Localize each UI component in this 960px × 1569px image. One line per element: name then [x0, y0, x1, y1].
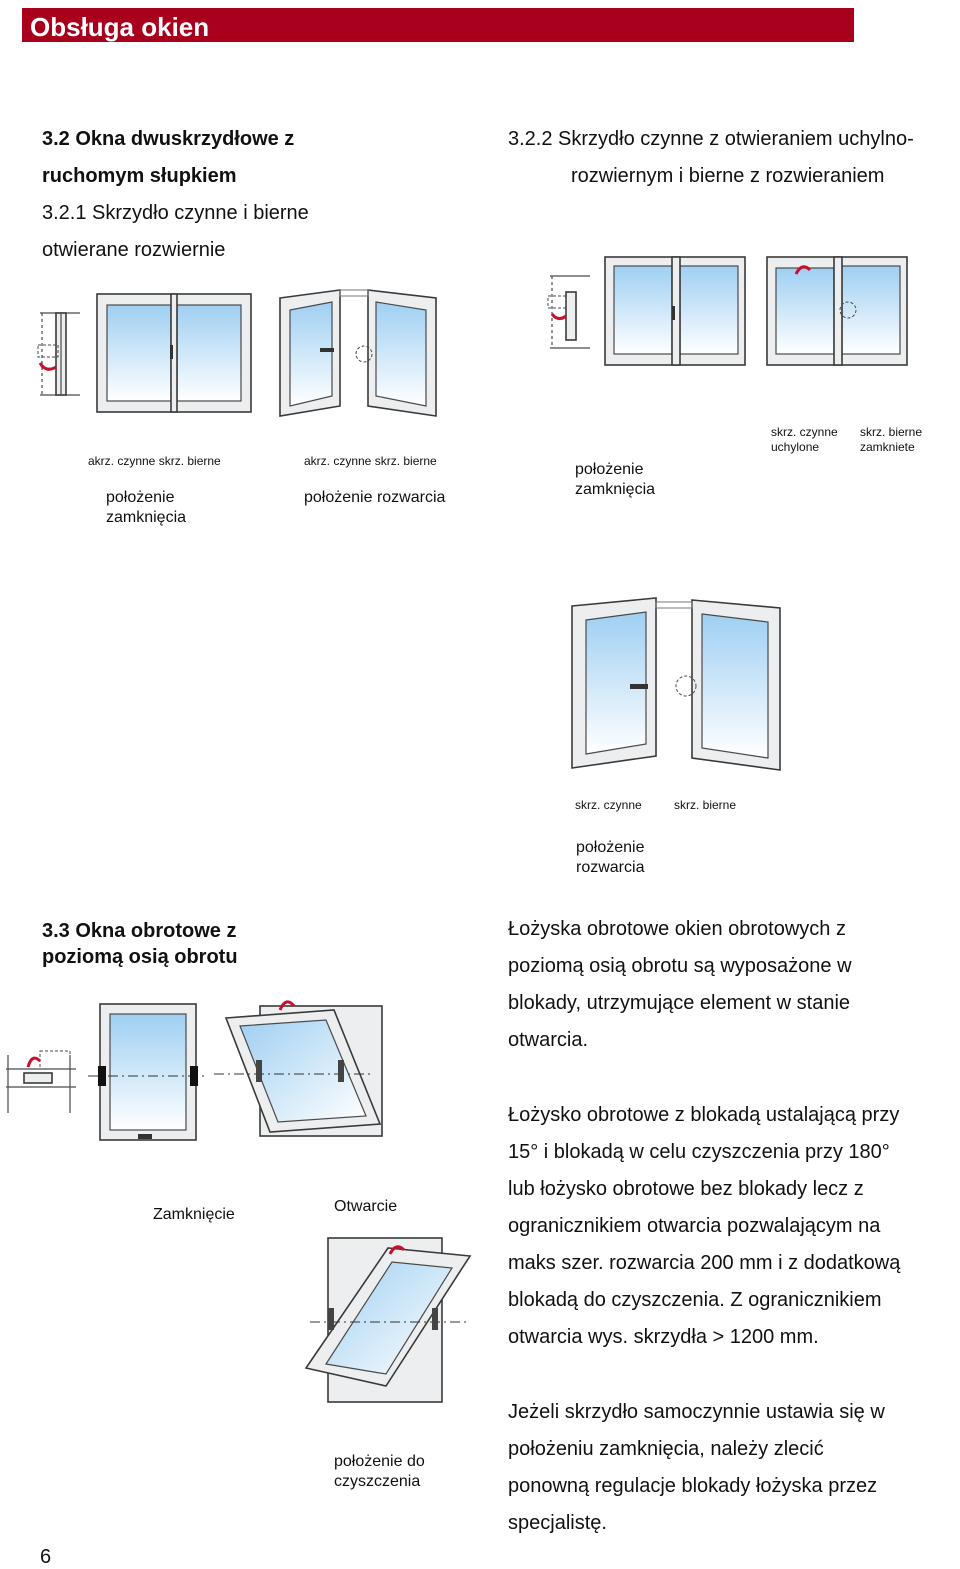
paragraph-1-line: Łożyska obrotowe okien obrotowych z: [508, 918, 846, 940]
fig1-sash-labels: akrz. czynne skrz. bierne: [88, 454, 221, 468]
window-tilted-active: [766, 256, 912, 368]
fig4-active-2: uchylone: [771, 440, 820, 454]
paragraph-3-line: Jeżeli skrzydło samoczynnie ustawia się w: [508, 1401, 885, 1423]
fig5-passive: skrz. bierne: [674, 798, 737, 812]
page-number: 6: [40, 1546, 52, 1568]
pivot-window-open: [218, 996, 388, 1146]
fig8-label-2: czyszczenia: [334, 1473, 421, 1490]
fig6-label: Zamknięcie: [153, 1206, 235, 1223]
fig3-state-1: położenie: [575, 461, 644, 478]
fig5-state-1: położenie: [576, 839, 645, 856]
section-3-2-title-2: ruchomym słupkiem: [42, 165, 237, 187]
fig8-label-1: położenie do: [334, 1453, 425, 1470]
paragraph-3-line: ponowną regulacje blokady łożyska przez: [508, 1475, 878, 1497]
window-profile-diagram-2: [540, 268, 610, 368]
fig5-active: skrz. czynne: [575, 798, 642, 812]
section-3-3-title-2: poziomą osią obrotu: [42, 946, 238, 968]
paragraph-2-line: Łożysko obrotowe z blokadą ustalającą przy: [508, 1104, 900, 1126]
section-3-2-1-title-1: 3.2.1 Skrzydło czynne i bierne: [42, 202, 309, 224]
header-banner: [22, 8, 854, 42]
section-3-2-2-title-1: 3.2.2 Skrzydło czynne z otwieraniem uchylno-: [508, 128, 914, 150]
paragraph-3-line: położeniu zamknięcia, należy zlecić: [508, 1438, 824, 1460]
fig7-label: Otwarcie: [334, 1198, 398, 1215]
fig4-passive-2: zamkniete: [860, 440, 915, 454]
paragraph-3-line: specjalistę.: [508, 1512, 607, 1534]
section-3-2-title-1: 3.2 Okna dwuskrzydłowe z: [42, 128, 295, 150]
paragraph-2-line: maks szer. rozwarcia 200 mm i z dodatkową: [508, 1252, 901, 1274]
pivot-profile-diagram: [0, 1045, 82, 1115]
paragraph-2-line: otwarcia wys. skrzydła > 1200 mm.: [508, 1326, 819, 1348]
fig3-state-2: zamknięcia: [575, 481, 656, 498]
paragraph-1-line: otwarcia.: [508, 1029, 589, 1051]
paragraph-1-line: blokady, utrzymujące element w stanie: [508, 992, 851, 1014]
fig5-state-2: rozwarcia: [576, 859, 645, 876]
section-3-3-title-1: 3.3 Okna obrotowe z: [42, 920, 237, 942]
window-profile-diagram: [30, 305, 100, 405]
fig4-active-1: skrz. czynne: [771, 425, 838, 439]
section-3-2-1-title-2: otwierane rozwiernie: [42, 239, 226, 261]
paragraph-2-line: 15° i blokadą w celu czyszczenia przy 180°: [508, 1141, 890, 1163]
pivot-window-closed: [98, 1002, 202, 1144]
fig2-sash-labels: akrz. czynne skrz. bierne: [304, 454, 437, 468]
paragraph-2-line: ogranicznikiem otwarcia pozwalającym na: [508, 1215, 881, 1237]
paragraph-2-line: lub łożysko obrotowe bez blokady lecz z: [508, 1178, 864, 1200]
fig1-state-1: położenie: [106, 489, 175, 506]
paragraph-2-line: blokadą do czyszczenia. Z ogranicznikiem: [508, 1289, 882, 1311]
fig1-state-2: zamknięcia: [106, 509, 187, 526]
fig2-state: położenie rozwarcia: [304, 489, 446, 506]
paragraph-3: [508, 1394, 885, 1542]
window-open-double-large: [568, 598, 788, 774]
paragraph-1-line: poziomą osią obrotu są wyposażone w: [508, 955, 852, 977]
window-closed-double: [96, 293, 256, 415]
window-open-double: [276, 288, 448, 420]
section-3-2-2-title-2: rozwiernym i bierne z rozwieraniem: [571, 165, 885, 187]
window-closed-tilt-turn: [604, 256, 750, 368]
paragraph-1: [508, 911, 852, 1059]
fig4-passive-1: skrz. bierne: [860, 425, 923, 439]
pivot-window-cleaning: [306, 1236, 474, 1406]
page-title: Obsługa okien: [30, 12, 210, 42]
paragraph-2: [508, 1097, 900, 1356]
